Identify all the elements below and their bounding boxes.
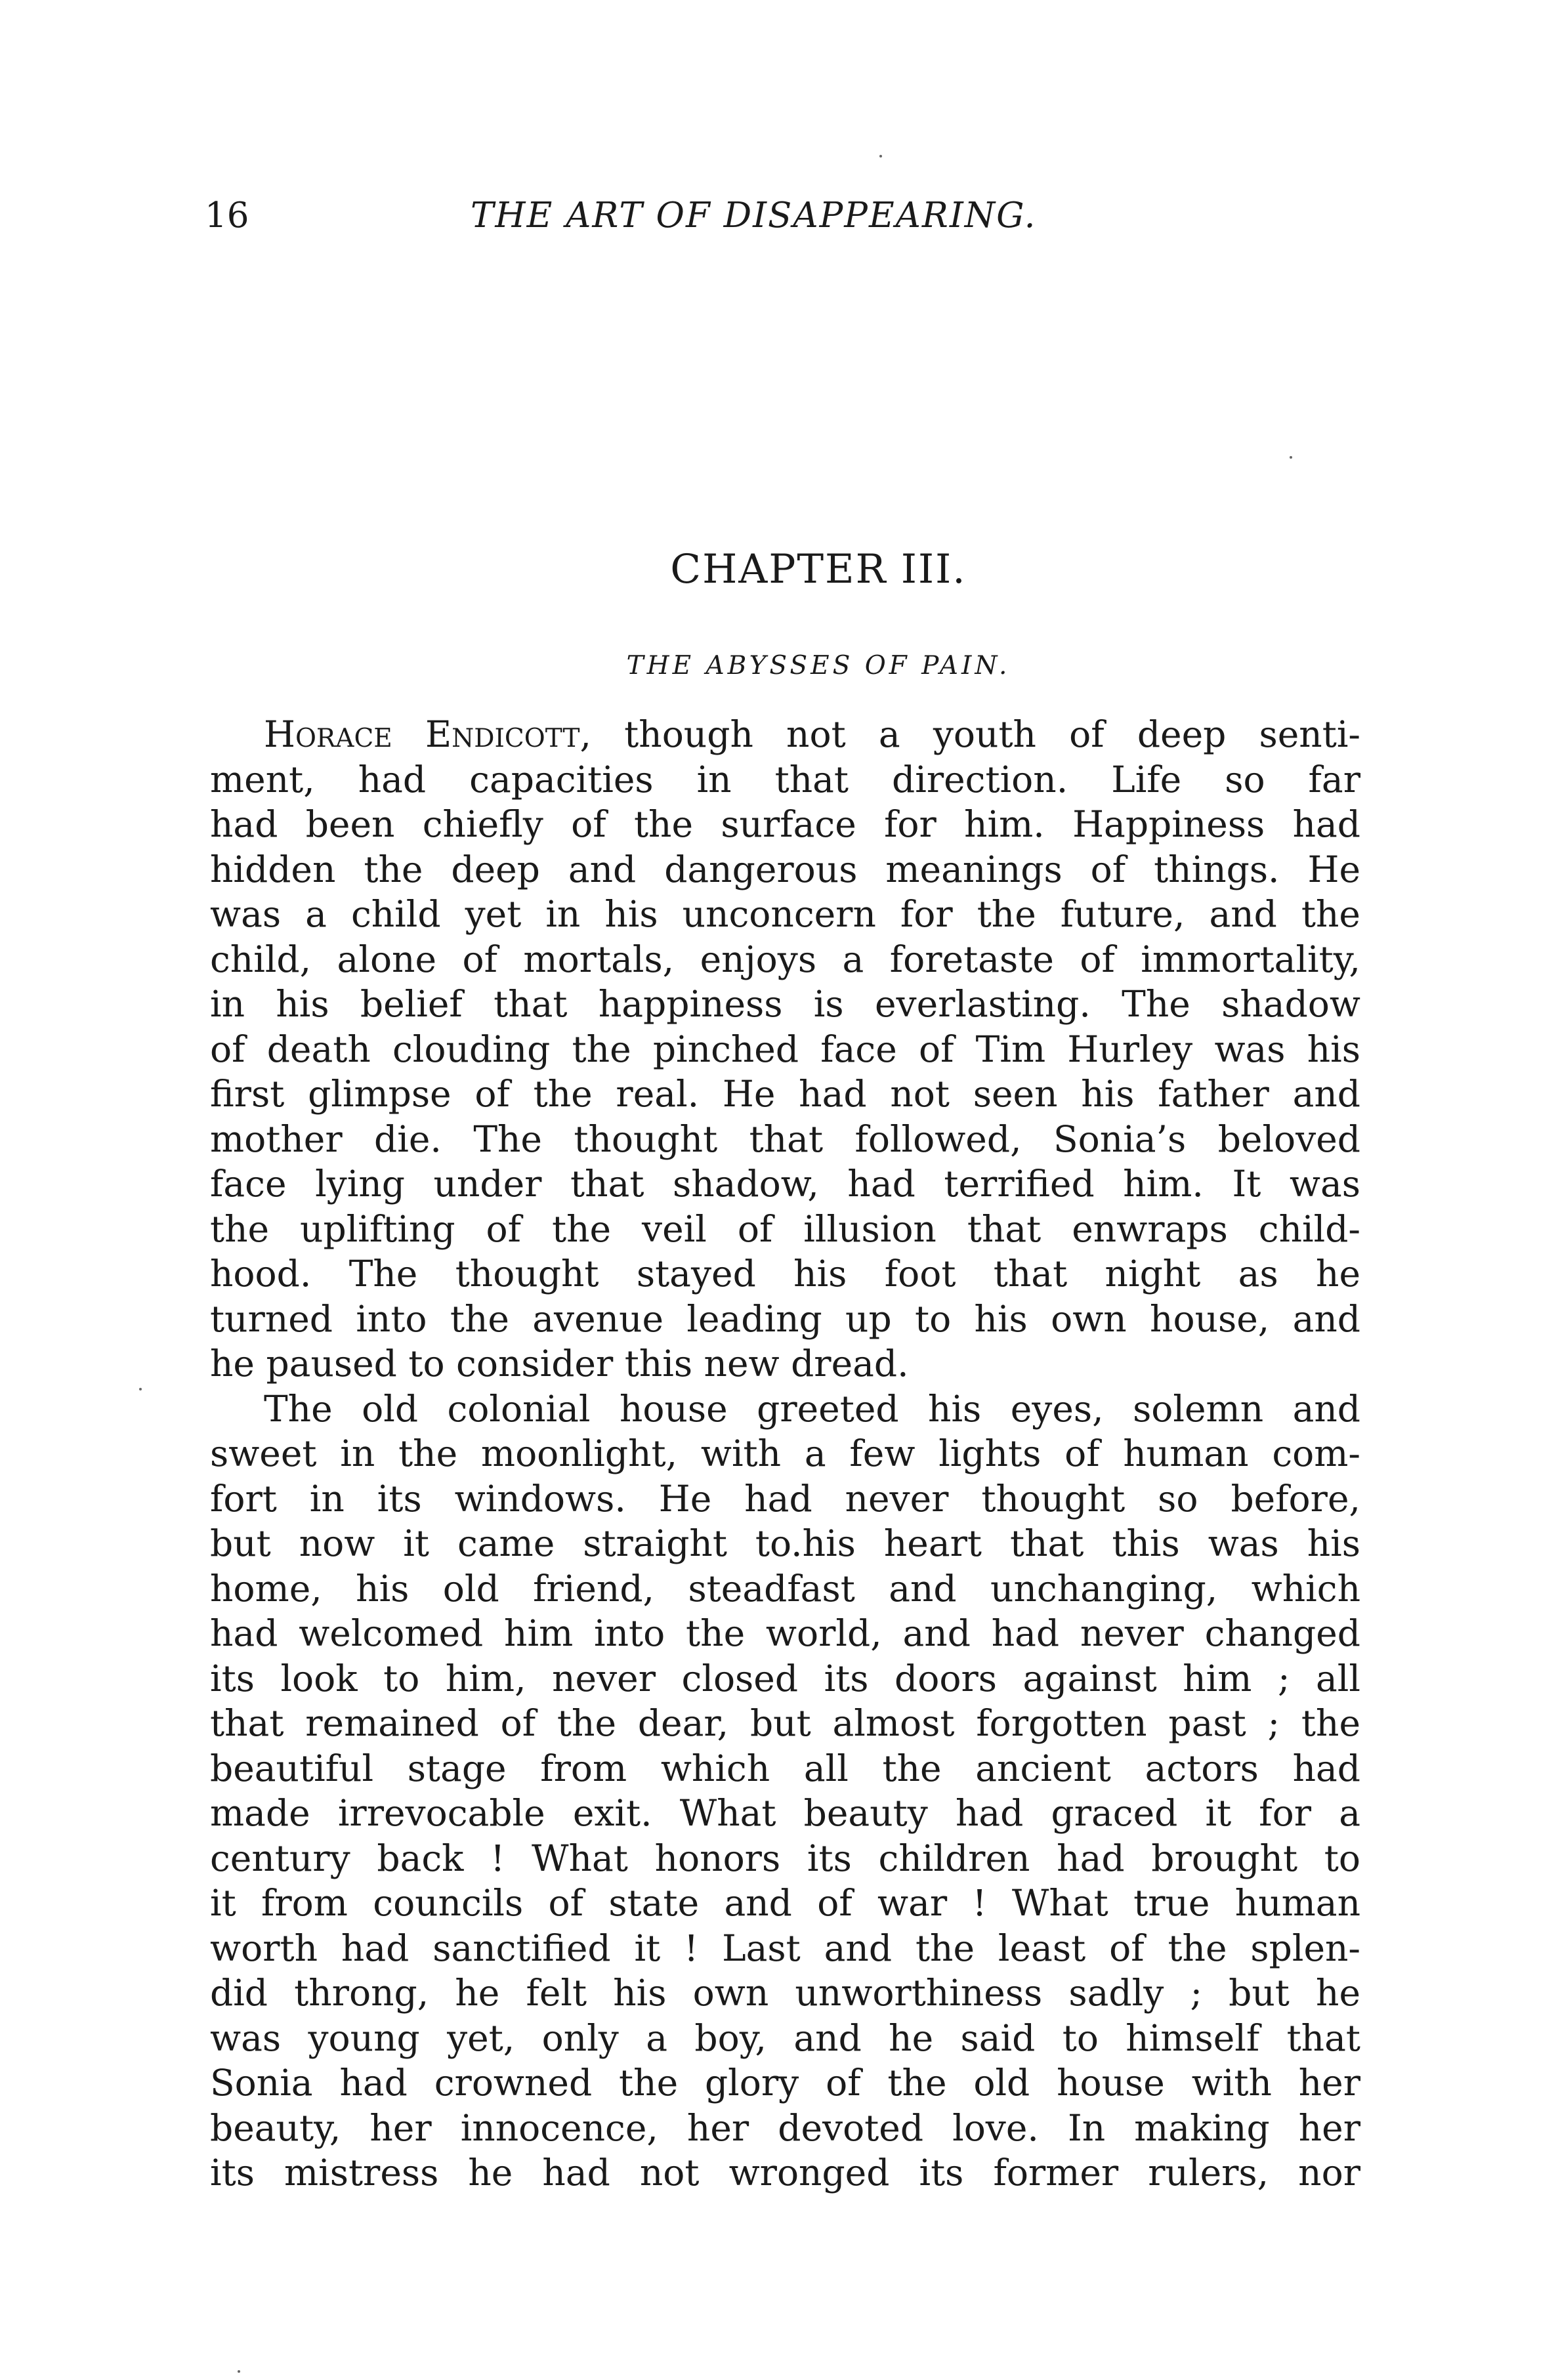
text-line: it from councils of state and of war ! What true human: [210, 1882, 1360, 1924]
text-line: that remained of the dear, but almost forgotten past ; the: [210, 1702, 1360, 1744]
running-title: THE ART OF DISAPPEARING.: [471, 196, 1037, 236]
text-line: of death clouding the pinched face of Tim Hurley was his: [210, 1028, 1360, 1070]
text-line: but now it came straight to.his heart that this was his: [210, 1522, 1360, 1564]
text-line: he paused to consider this new dread.: [210, 1343, 909, 1385]
text-line: first glimpse of the real. He had not seen his father and: [210, 1073, 1360, 1115]
text-line: fort in its windows. He had never thought so before,: [210, 1477, 1360, 1520]
text-line: its look to him, never closed its doors against him ; all: [210, 1657, 1360, 1700]
text-line: home, his old friend, steadfast and unchanging, which: [210, 1567, 1360, 1610]
text-line: had been chiefly of the surface for him. Happiness had: [210, 803, 1360, 845]
text-line: made irrevocable exit. What beauty had graced it for a: [210, 1792, 1360, 1834]
text-line: was a child yet in his unconcern for the future, and the: [210, 893, 1360, 935]
text-line: in his belief that happiness is everlasting. The shadow: [210, 983, 1360, 1025]
text-line: was young yet, only a boy, and he said to himself that: [210, 2016, 1360, 2059]
text-line: hidden the deep and dangerous meanings of things. He: [210, 848, 1360, 890]
text-line: did throng, he felt his own unworthiness sadly ; but he: [210, 1972, 1360, 2014]
text-line: The old colonial house greeted his eyes, solemn and: [264, 1387, 1360, 1430]
page-number: 16: [205, 196, 249, 236]
text-line: worth had sanctified it ! Last and the least of the splen-: [210, 1927, 1360, 1969]
page-header: [205, 196, 1360, 248]
text-line: the uplifting of the veil of illusion that enwraps child-: [210, 1207, 1360, 1250]
text-line: face lying under that shadow, had terrified him. It was: [210, 1163, 1360, 1205]
lead-name: Horace Endicott,: [264, 713, 591, 755]
speck-mark: [238, 2370, 240, 2373]
body-text: [210, 712, 1360, 2196]
text-line: beauty, her innocence, her devoted love. In making her: [210, 2106, 1360, 2149]
text-line: Sonia had crowned the glory of the old house with her: [210, 2062, 1360, 2104]
text-line: Horace Endicott, though not a youth of deep senti-: [264, 713, 1361, 755]
text-line: century back ! What honors its children had brought to: [210, 1837, 1360, 1879]
chapter-heading: CHAPTER III.: [670, 546, 967, 593]
text-line: hood. The thought stayed his foot that night as he: [210, 1253, 1360, 1295]
speck-mark: [139, 1388, 142, 1390]
text-line: its mistress he had not wronged its former rulers, nor: [210, 2152, 1360, 2194]
text-line: had welcomed him into the world, and had never changed: [210, 1612, 1360, 1654]
text-line: ment, had capacities in that direction. Life so far: [210, 758, 1360, 801]
speck-mark: [1290, 456, 1292, 459]
text-line: child, alone of mortals, enjoys a foretaste of immortality,: [210, 938, 1360, 980]
chapter-subtitle: THE ABYSSES OF PAIN.: [626, 651, 1011, 680]
text-line: beautiful stage from which all the ancient actors had: [210, 1747, 1360, 1789]
speck-mark: [879, 155, 882, 157]
text-line: mother die. The thought that followed, Sonia’s beloved: [210, 1117, 1360, 1160]
text-line: sweet in the moonlight, with a few lights of human com-: [210, 1432, 1360, 1474]
text-line: turned into the avenue leading up to his own house, and: [210, 1297, 1360, 1340]
